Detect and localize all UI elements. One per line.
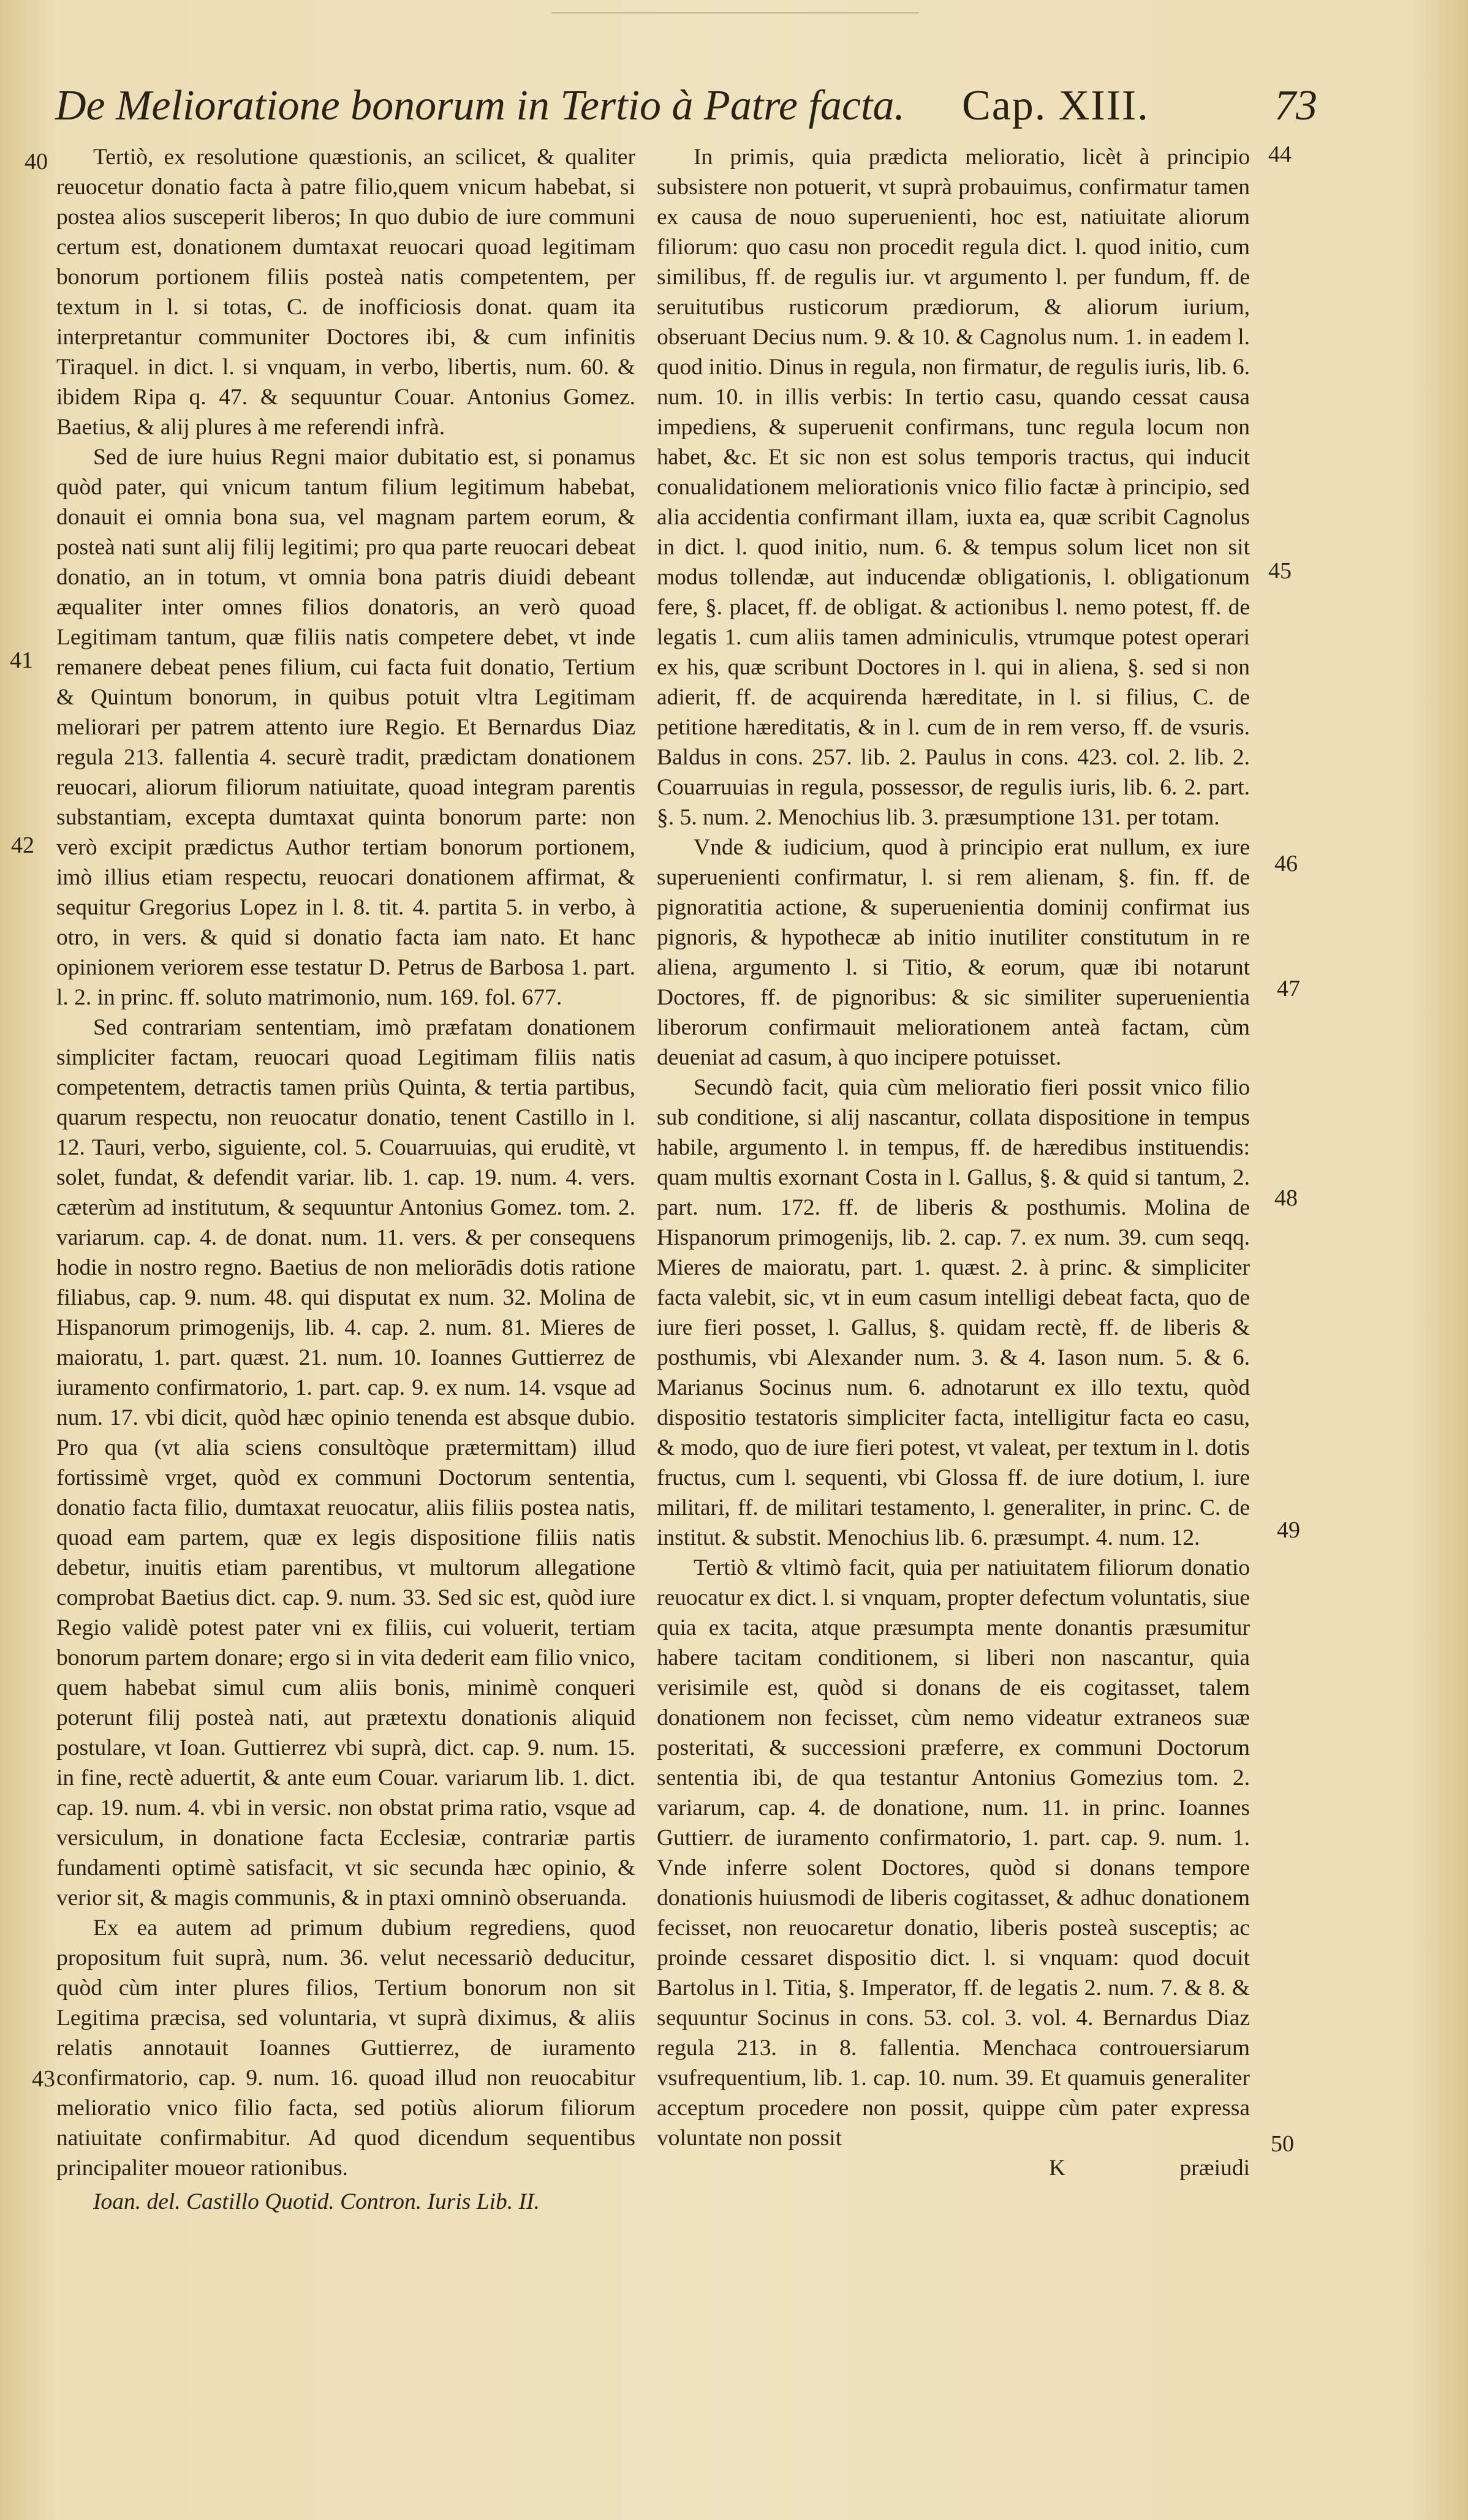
paragraph: Tertiò, ex resolutione quæstionis, an scilicet, & qualiter reuocetur donatio facta à patre filio,quem vnicum habebat, si postea alios susceperit liberos; In quo dubio de iure communi certum est, donationem dumtaxat reuocari quoad legitimam bonorum portionem filiis posteà natis competentem, per textum in l. si totas, C. de inofficiosis donat. quam ita interpretantur communiter Doctores ibi, & cum infinitis Tiraquel. in dict. l. si vnquam, in verbo, libertis, num. 60. & ibidem Ripa q. 47. & sequuntur Couar. Antonius Gomez. Baetius, & alij plures à me referendi infrà.: [56, 145, 635, 440]
catchword: præiudi: [1179, 2156, 1250, 2181]
paragraph: Secundò facit, quia cùm melioratio fieri possit vnico filio sub conditione, si alij nascantur, collata dispositione in tempus habile, argumento l. in tempus, ff. de hæredibus instituendis: quam multis exornant Costa in l. Gallus, §. & quid si tantum, 2. part. num. 172. ff. de liberis & posthumis. Molina de Hispanorum primogenijs, lib. 2. cap. 7. ex num. 39. cum seqq. Mieres de maioratu, part. 1. quæst. 2. à princ. & simpliciter facta valebit, sic, vt in eum casum intelligi debeat facta, quo de iure fieri posset, l. Gallus, §. quidam rectè, ff. de liberis & posthumis, vbi Alexander num. 3. & 4. Iason num. 5. & 6. Marianus Socinus num. 6. adnotarunt ex illo textu, quòd dispositio testatoris simpliciter facta, intelligitur facta eo casu, & modo, quo de iure fieri potest, vt valeat, per textum in l. dotis fructus, cum l. sequenti, vbi Glossa ff. de iure dotium, l. iure militari, ff. de militari testamento, l. generaliter, in princ. C. de institut. & substit. Menochius lib. 6. præsumpt. 4. num. 12.: [657, 1075, 1250, 1550]
margin-number: 43: [32, 2066, 55, 2092]
page-title: De Melioratione bonorum in Tertio à Patre facta.: [55, 82, 905, 129]
footer-line: Ioan. del. Castillo Quotid. Contron. Iuris Lib. II.: [93, 2189, 540, 2214]
margin-number: 47: [1277, 976, 1300, 1002]
signature-mark: K: [1049, 2156, 1066, 2181]
paragraph: Tertiò & vltimò facit, quia per natiuitatem filiorum donatio reuocatur ex dict. l. si vnquam, propter defectum voluntatis, siue quia ex tacita, atque præsumpta mente donantis præsumitur habere tacitam conditionem, si liberi non nascantur, quia verisimile est, quòd si donans de eis cogitasset, talem donationem non fecisset, cùm nemo videatur extraneos suæ posteritati, & successioni præferre, ex communi Doctorum sententia ibi, de qua testantur Antonius Gomezius tom. 2. variarum, cap. 4. de donatione, num. 11. in princ. Ioannes Guttierr. de iuramento confirmatorio, 1. part. cap. 9. num. 1. Vnde inferre solent Doctores, quòd si donans tempore donationis huiusmodi de liberis cogitasset, & adhuc donationem fecisset, non reuocaretur donatio, liberis posteà susceptis; ac proinde cessaret dispositio dict. l. si vnquam: quod docuit Bartolus in l. Titia, §. Imperator, ff. de legatis 2. num. 7. & 8. & sequuntur Socinus in cons. 53. col. 3. vol. 4. Bernardus Diaz regula 213. in 8. fallentia. Menchaca controuersiarum vsufrequentium, lib. 1. cap. 10. num. 39. Et quamuis generaliter acceptum procedere non possit, quippe cùm pater expressa voluntate non possit: [657, 1555, 1250, 2151]
margin-number: 40: [25, 149, 48, 175]
margin-number: 46: [1274, 851, 1298, 877]
margin-number: 44: [1268, 141, 1292, 167]
running-head: [55, 78, 1421, 134]
left-column: [56, 142, 635, 2217]
paragraph: Vnde & iudicium, quod à principio erat nullum, ex iure superuenienti confirmatur, l. si rem alienam, §. fin. ff. de pignoratitia actione, & superuenientia dominij confirmat ius pignoris, & hypothecæ ab initio inutiliter constitutum in re aliena, argumento l. si Titio, & eorum, quæ ibi notarunt Doctores, ff. de pignoribus: & sic similiter superuenientia liberorum confirmauit meliorationem anteà factam, cùm deueniat ad casum, à quo incipere potuisset.: [657, 835, 1250, 1070]
margin-number: 49: [1277, 1517, 1300, 1543]
page-number: 73: [1274, 82, 1317, 129]
paragraph: In primis, quia prædicta melioratio, licèt à principio subsistere non potuerit, vt suprà probauimus, confirmatur tamen ex causa de nouo superuenienti, hoc est, natiuitate aliorum filiorum: quo casu non procedit regula dict. l. quod initio, cum similibus, ff. de regulis iur. vt argumento l. per fundum, ff. de seruitutibus rusticorum prædiorum, & aliorum iurium, obseruant Decius num. 9. & 10. & Cagnolus num. 1. in eadem l. quod initio. Dinus in regula, non firmatur, de regulis iuris, lib. 6. num. 10. in illis verbis: In tertio casu, quando cessat causa impediens, & superuenit confirmans, tunc regula locum non habet, &c. Et sic non est solus temporis tractus, qui inducit conualidationem meliorationis vnico filio factæ à principio, sed alia accidentia confirmant illam, iuxta ea, quæ scribit Cagnolus in dict. l. quod initio, num. 6. & tempus solum licet non sit modus tollendæ, aut inducendæ obligationis, l. obligationum fere, §. placet, ff. de obligat. & actionibus l. nemo potest, ff. de legatis 1. cum aliis tamen adminiculis, vtrumque potest operari ex his, quæ scribunt Doctores in l. qui in aliena, §. sed si non adierit, ff. de acquirenda hæreditate, in l. si filius, C. de petitione hæreditatis, & in l. cum de in rem verso, ff. de vsuris. Baldus in cons. 257. lib. 2. Paulus in cons. 423. col. 2. lib. 2. Couarruuias in regula, possessor, de regulis iuris, lib. 6. 2. part. §. 5. num. 2. Menochius lib. 3. præsumptione 131. per totam.: [657, 145, 1250, 830]
margin-number: 48: [1274, 1185, 1298, 1211]
margin-number: 45: [1268, 558, 1292, 584]
top-rule: [551, 12, 919, 13]
right-column: [657, 142, 1250, 2183]
paragraph: Ex ea autem ad primum dubium regrediens, quod propositum fuit suprà, num. 36. velut necessariò deducitur, quòd cùm inter plures filios, Tertium bonorum non sit Legitima præcisa, sed voluntaria, vt suprà diximus, & aliis relatis annotauit Ioannes Guttierrez, de iuramento confirmatorio, cap. 9. num. 16. quoad illud non reuocabitur melioratio vnico filio facta, sed potiùs aliorum filiorum natiuitate confirmabitur. Ad quod dicendum sequentibus principaliter moueor rationibus.: [56, 1915, 635, 2181]
margin-number: 42: [11, 832, 34, 858]
signature-row: [657, 2153, 1250, 2183]
margin-number: 41: [10, 647, 33, 673]
chapter-label: Cap. XIII.: [962, 82, 1149, 129]
paragraph: Sed de iure huius Regni maior dubitatio est, si ponamus quòd pater, qui vnicum tantum filium legitimum habebat, donauit ei omnia bona sua, vel magnam partem eorum, & posteà nati sunt alij filij legitimi; pro qua parte reuocari debeat donatio, an in totum, vt omnia bona patris diuidi debeant æqualiter inter omnes filios donatoris, an verò quoad Legitimam tantum, quæ filiis natis competere debet, vt inde remanere debeat penes filium, cui facta fuit donatio, Tertium & Quintum bonorum, in quibus potuit vltra Legitimam meliorari per patrem attento iure Regio. Et Bernardus Diaz regula 213. fallentia 4. securè tradit, prædictam donationem reuocari, aliorum filiorum natiuitate, quoad integram parentis substantiam, excepta dumtaxat quinta bonorum parte: non verò excipit prædictus Author tertiam bonorum portionem, imò illius etiam respectu, reuocari donationem affirmat, & sequitur Gregorius Lopez in l. 8. tit. 4. partita 5. in verbo, à otro, in vers. & quid si donatio facta iam nato. Et hanc opinionem veriorem esse testatur D. Petrus de Barbosa 1. part. l. 2. in princ. ff. soluto matrimonio, num. 169. fol. 677.: [56, 445, 635, 1010]
paragraph: Sed contrariam sententiam, imò præfatam donationem simpliciter factam, reuocari quoad Legitimam filiis natis competentem, detractis tamen priùs Quinta, & tertia partibus, quarum respectu, non reuocatur donatio, tenent Castillo in l. 12. Tauri, verbo, siguiente, col. 5. Couarruuias, qui eruditè, vt solet, fundat, & defendit variar. lib. 1. cap. 19. num. 4. vers. cæterùm ad institutum, & sequuntur Antonius Gomez. tom. 2. variarum. cap. 4. de donat. num. 11. vers. & per consequens hodie in nostro regno. Baetius de non meliorādis dotis ratione filiabus, cap. 9. num. 48. qui disputat ex num. 32. Molina de Hispanorum primogenijs, lib. 4. cap. 2. num. 81. Mieres de maioratu, 1. part. quæst. 21. num. 10. Ioannes Guttierrez de iuramento confirmatorio, 1. part. cap. 9. ex num. 14. vsque ad num. 17. vbi dicit, quòd hæc opinio tenenda est absque dubio. Pro qua (vt alia sciens consultòque prætermittam) illud fortissimè vrget, quòd ex communi Doctorum sententia, donatio facta filio, dumtaxat reuocatur, aliis filiis postea natis, quoad eam partem, quæ ex legis dispositione filiis natis debetur, inuitis etiam parentibus, vt multorum allegatione comprobat Baetius dict. cap. 9. num. 33. Sed sic est, quòd iure Regio validè potest pater vni ex filiis, cui voluerit, tertiam bonorum partem donare; ergo si in vita dederit eam filio vnico, quem habebat simul cum aliis bonis, minimè conqueri poterunt filij posteà nati, aut prætextu donationis aliquid postulare, vt Ioan. Guttierrez vbi suprà, dict. cap. 9. num. 15. in fine, rectè aduertit, & ante eum Couar. variarum lib. 1. dict. cap. 19. num. 4. vbi in versic. non obstat prima ratio, vsque ad versiculum, in donatione facta Ecclesiæ, contrariæ partis fundamenti optimè satisfacit, vt sic secunda hæc opinio, & verior sit, & magis communis, & in ptaxi omninò obseruanda.: [56, 1015, 635, 1911]
margin-number: 50: [1271, 2131, 1294, 2157]
